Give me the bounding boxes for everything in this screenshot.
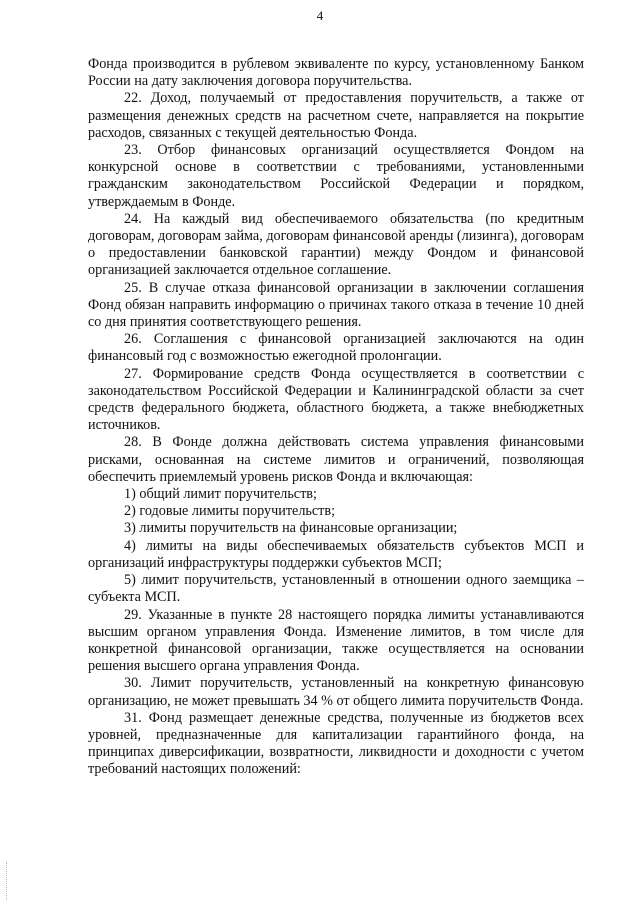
paragraph-23: 23. Отбор финансовых организаций осуществляется Фондом на конкурсной основе в соответствии с требованиями, установленными гражданским законодательством Российской Федерации и порядком, утверждаемым в Фонде. bbox=[88, 142, 584, 210]
list-item-2: 2) годовые лимиты поручительств; bbox=[124, 503, 336, 520]
paragraph-continuation: Фонда производится в рублевом эквиваленте по курсу, установленному Банком России на дату заключения договора поручительства. bbox=[88, 56, 584, 90]
page-number: 4 bbox=[316, 8, 324, 23]
paragraph-28: 28. В Фонде должна действовать система управления финансовыми рисками, основанная на системе лимитов и ограничений, позволяющая обеспечить приемлемый уровень рисков Фонда и включающая: bbox=[88, 434, 584, 485]
paragraph-27: 27. Формирование средств Фонда осуществляется в соответствии с законодательством Российской Федерации и Калининградской области за счет средств федерального бюджета, областного бюджета, а также внебюджетных источников. bbox=[88, 365, 584, 434]
paragraph-30: 30. Лимит поручительств, установленный на конкретную финансовую организацию, не может превышать 34 % от общего лимита поручительств Фонда. bbox=[88, 675, 584, 709]
paragraph-26: 26. Соглашения с финансовой организацией заключаются на один финансовый год с возможностью ежегодной пролонгации. bbox=[88, 331, 584, 365]
paragraph-24: 24. На каждый вид обеспечиваемого обязательства (по кредитным договорам, договорам займа, договорам финансовой аренды (лизинга), договорам о предоставлении банковской гарантии) между Фондом и финансовой организацией заключается отдельное соглашение. bbox=[88, 210, 584, 279]
paragraph-29: 29. Указанные в пункте 28 настоящего порядка лимиты устанавливаются высшим органом управления Фонда. Изменение лимитов, в том числе для конкретной финансовой организации, также осуществляется на основании решения высшего органа управления Фонда. bbox=[88, 606, 584, 675]
list-item-1: 1) общий лимит поручительств; bbox=[124, 486, 317, 503]
list-item-3: 3) лимиты поручительств на финансовые организации; bbox=[124, 520, 458, 537]
scan-margin-mark bbox=[6, 862, 9, 900]
paragraph-25: 25. В случае отказа финансовой организации в заключении соглашения Фонд обязан направить информацию о причинах такого отказа в течение 10 дней со дня принятия соответствующего решения. bbox=[88, 279, 584, 331]
list-item-4: 4) лимиты на виды обеспечиваемых обязательств субъектов МСП и организаций инфраструктуры поддержки субъектов МСП; bbox=[88, 537, 584, 571]
document-body bbox=[88, 56, 584, 779]
paragraph-31: 31. Фонд размещает денежные средства, полученные из бюджетов всех уровней, предназначенные для капитализации гарантийного фонда, на принципах диверсификации, возвратности, ликвидности и доходности с учетом требований настоящих положений: bbox=[88, 709, 584, 778]
paragraph-22: 22. Доход, получаемый от предоставления поручительств, а также от размещения денежных средств на расчетном счете, направляется на покрытие расходов, связанных с текущей деятельностью Фонда. bbox=[88, 90, 584, 141]
list-item-5: 5) лимит поручительств, установленный в отношении одного заемщика – субъекта МСП. bbox=[88, 572, 584, 606]
